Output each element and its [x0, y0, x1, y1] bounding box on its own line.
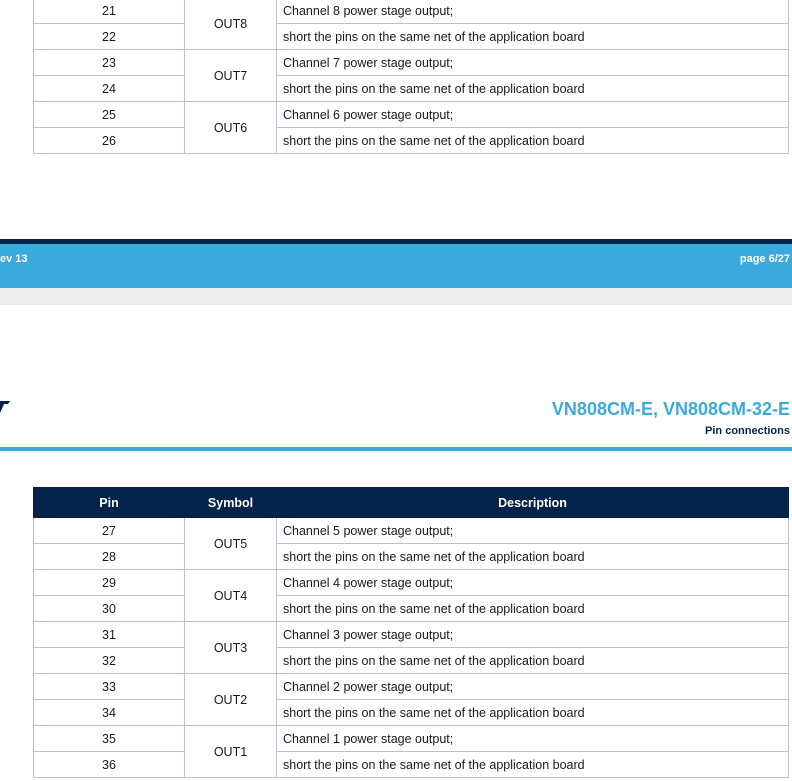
pin-description: short the pins on the same net of the application board	[277, 648, 789, 674]
pin-symbol: OUT3	[185, 622, 277, 674]
table-row	[34, 544, 789, 570]
pin-number: 27	[34, 518, 185, 544]
table-row	[34, 24, 789, 50]
pin-description: Channel 4 power stage output;	[277, 570, 789, 596]
pin-description: Channel 5 power stage output;	[277, 518, 789, 544]
table-row	[34, 102, 789, 128]
pin-symbol: OUT6	[185, 102, 277, 154]
table-row	[34, 700, 789, 726]
pin-table-continued	[33, 0, 789, 154]
table-header-row	[34, 488, 789, 518]
table-row	[34, 596, 789, 622]
column-header-symbol: Symbol	[185, 488, 277, 518]
pin-number: 34	[34, 700, 185, 726]
pin-description: short the pins on the same net of the application board	[277, 752, 789, 778]
pin-table	[33, 487, 789, 778]
page-separator	[0, 288, 792, 305]
document-title: VN808CM-E, VN808CM-32-E	[551, 399, 790, 419]
pin-number: 22	[34, 24, 185, 50]
pin-description: Channel 1 power stage output;	[277, 726, 789, 752]
pin-description: short the pins on the same net of the application board	[277, 544, 789, 570]
footer-revision: ev 13	[0, 253, 28, 265]
table-row	[34, 752, 789, 778]
pin-symbol: OUT2	[185, 674, 277, 726]
table-row	[34, 518, 789, 544]
pin-number: 29	[34, 570, 185, 596]
table-row	[34, 50, 789, 76]
column-header-pin: Pin	[34, 488, 185, 518]
pin-number: 31	[34, 622, 185, 648]
pin-description: Channel 8 power stage output;	[277, 0, 789, 24]
column-header-description: Description	[277, 488, 789, 518]
pin-number: 30	[34, 596, 185, 622]
table-row	[34, 0, 789, 24]
pin-number: 35	[34, 726, 185, 752]
st-logo-icon	[0, 400, 10, 414]
pin-number: 23	[34, 50, 185, 76]
table-row	[34, 76, 789, 102]
pin-number: 33	[34, 674, 185, 700]
page-footer	[0, 244, 792, 288]
pin-symbol: OUT8	[185, 0, 277, 50]
table-row	[34, 128, 789, 154]
pin-description: Channel 7 power stage output;	[277, 50, 789, 76]
table-row	[34, 570, 789, 596]
pin-description: short the pins on the same net of the application board	[277, 76, 789, 102]
pin-number: 21	[34, 0, 185, 24]
table-row	[34, 674, 789, 700]
table-row	[34, 726, 789, 752]
pin-symbol: OUT5	[185, 518, 277, 570]
table-row	[34, 648, 789, 674]
section-title: Pin connections	[705, 425, 790, 437]
pin-description: Channel 6 power stage output;	[277, 102, 789, 128]
pin-symbol: OUT1	[185, 726, 277, 778]
pin-number: 25	[34, 102, 185, 128]
pin-description: Channel 2 power stage output;	[277, 674, 789, 700]
pin-number: 32	[34, 648, 185, 674]
pin-symbol: OUT7	[185, 50, 277, 102]
pin-description: short the pins on the same net of the application board	[277, 24, 789, 50]
pin-number: 36	[34, 752, 185, 778]
table-row	[34, 622, 789, 648]
pin-number: 28	[34, 544, 185, 570]
header-rule	[0, 447, 792, 451]
pin-number: 24	[34, 76, 185, 102]
footer-page-number: page 6/27	[739, 253, 790, 265]
pin-description: short the pins on the same net of the application board	[277, 700, 789, 726]
pin-symbol: OUT4	[185, 570, 277, 622]
pin-number: 26	[34, 128, 185, 154]
pin-description: short the pins on the same net of the application board	[277, 596, 789, 622]
pin-description: Channel 3 power stage output;	[277, 622, 789, 648]
pin-description: short the pins on the same net of the application board	[277, 128, 789, 154]
